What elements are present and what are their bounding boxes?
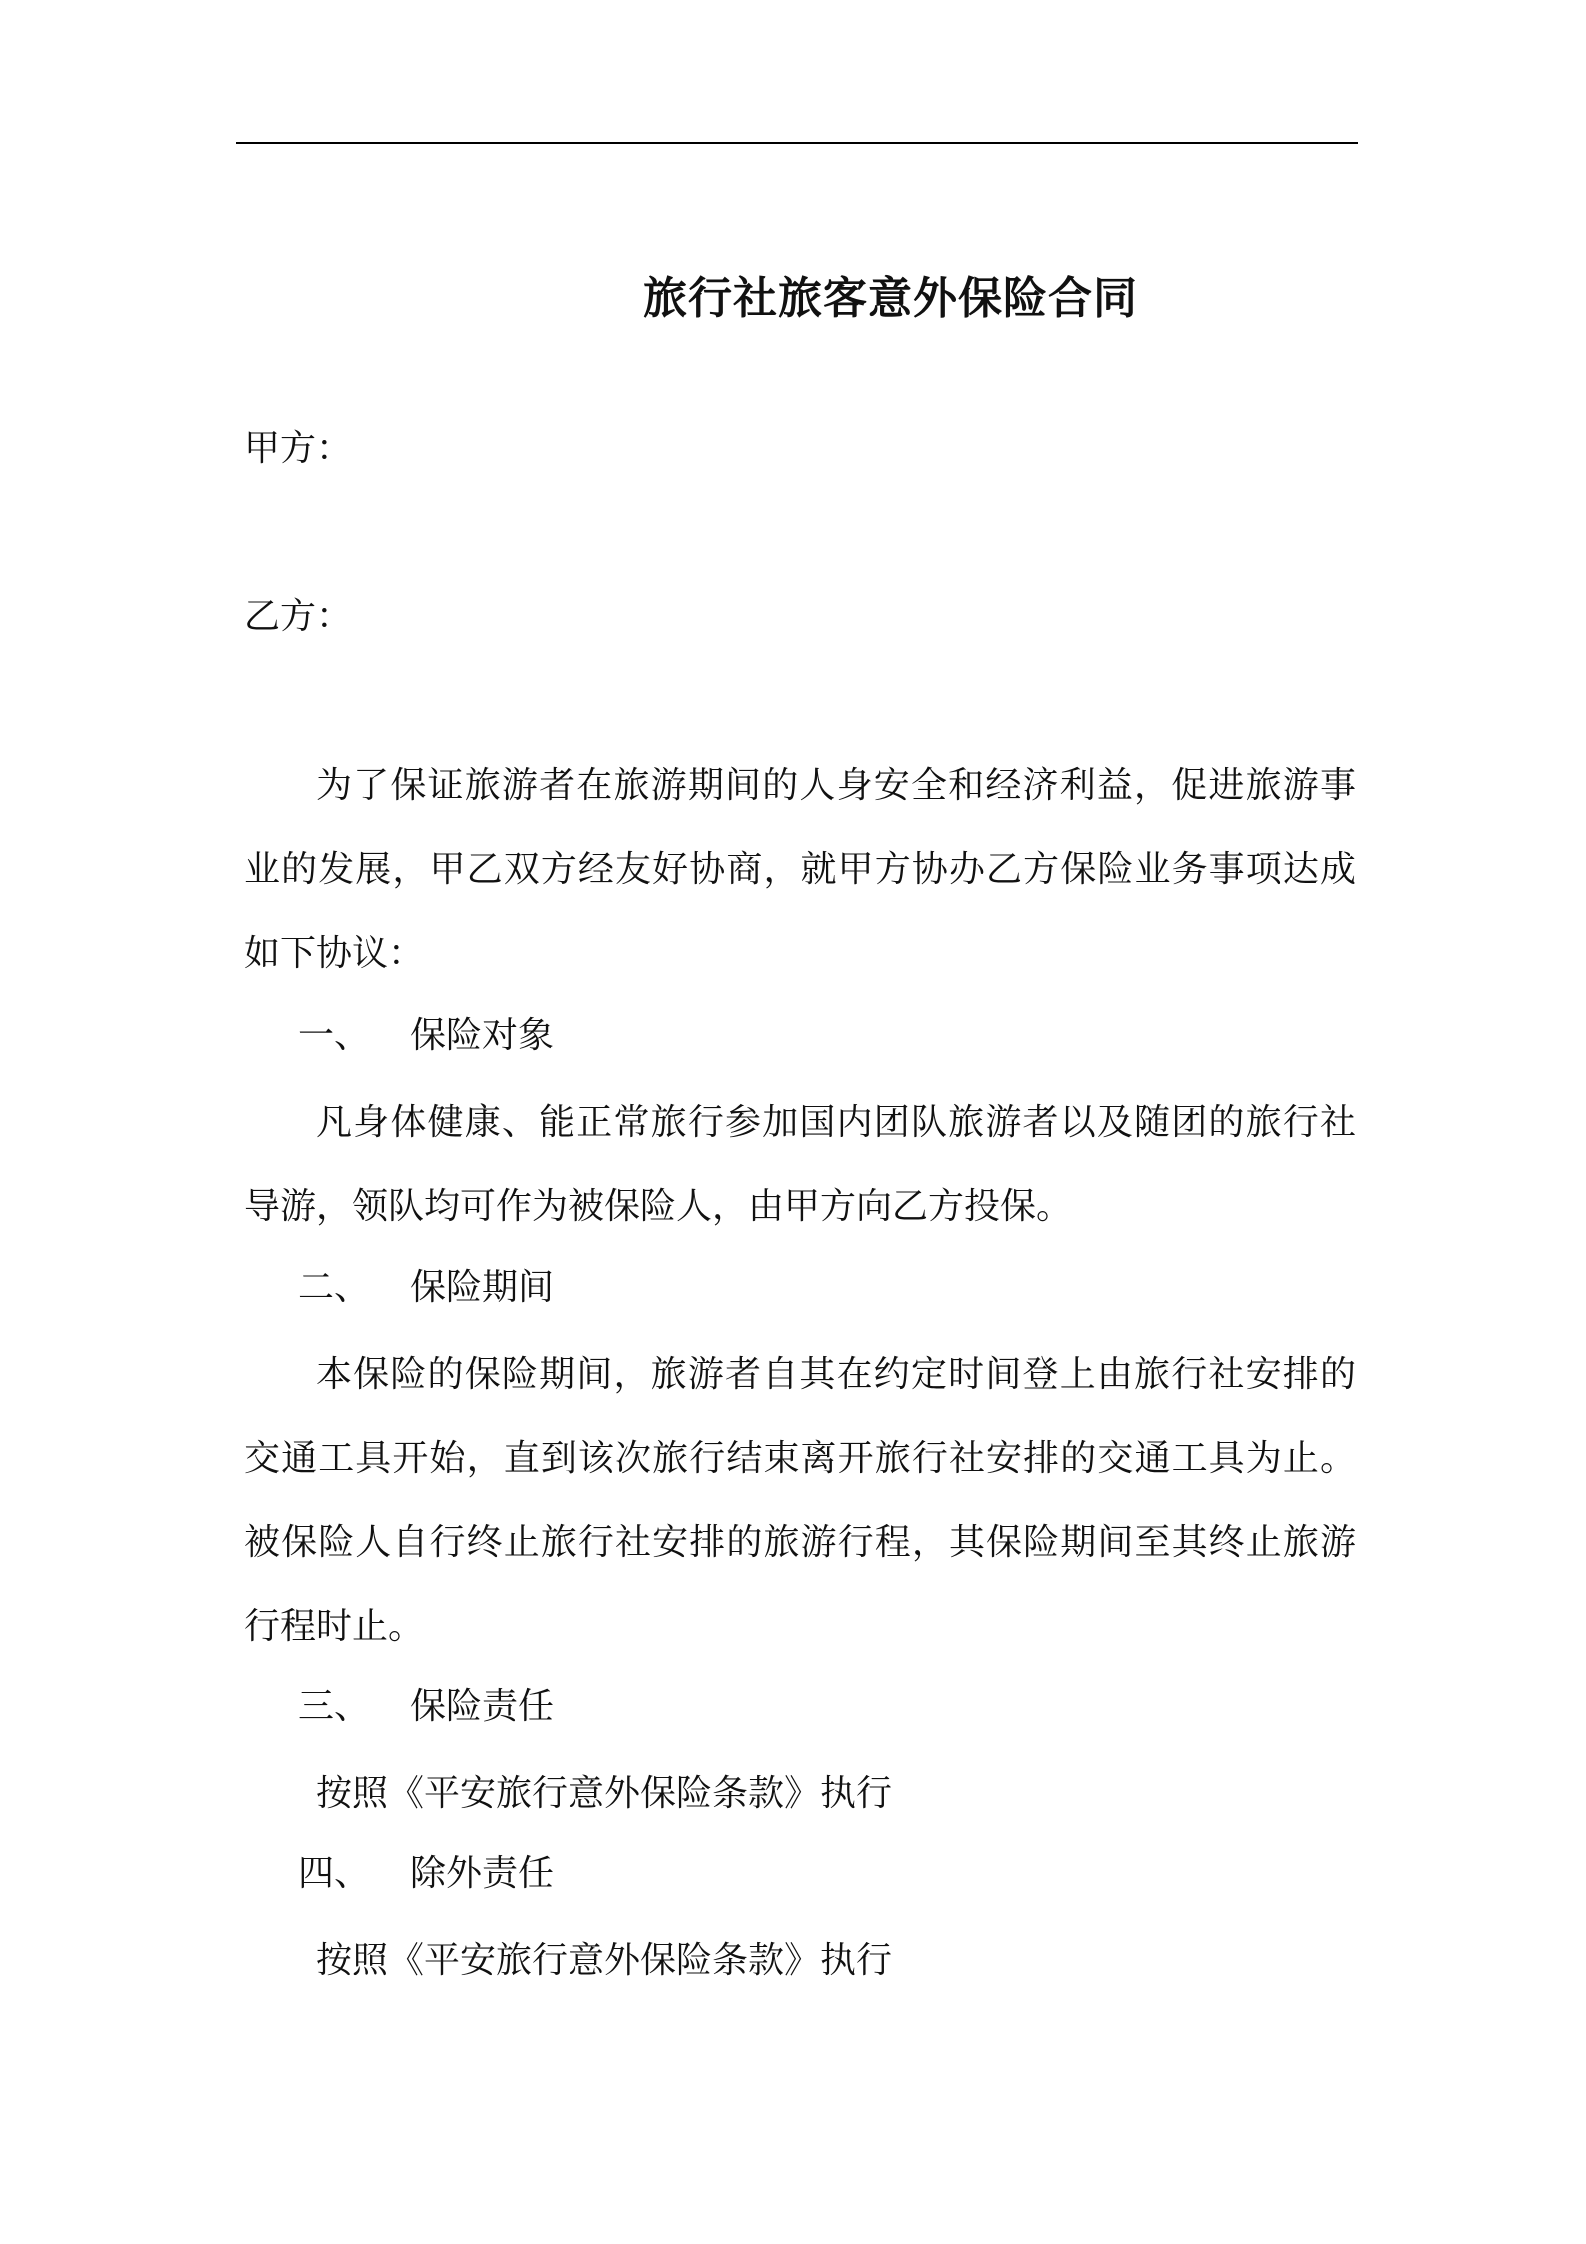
section-number: 三、 [298, 1686, 371, 1727]
section-heading-3 [298, 1678, 554, 1729]
section-body-3: 按照《平安旅行意外保险条款》执行 [316, 1773, 893, 1814]
section-body-4: 按照《平安旅行意外保险条款》执行 [316, 1940, 893, 1981]
section-title: 除外责任 [410, 1853, 555, 1894]
section-title: 保险期间 [410, 1267, 555, 1308]
section-heading-4 [298, 1845, 554, 1896]
section-number: 二、 [298, 1267, 371, 1308]
document-title: 旅行社旅客意外保险合同 [643, 273, 1138, 324]
section-body-2: 本保险的保险期间，旅游者自其在约定时间登上由旅行社安排的交通工具开始，直到该次旅行结束离开旅行社安排的交通工具为止。被保险人自行终止旅行社安排的旅游行程，其保险期间至其终止旅游行程时止。 [244, 1354, 1356, 1647]
party-a-label: 甲方： [244, 428, 353, 469]
section-heading-2 [298, 1259, 554, 1310]
section-heading-1 [298, 1007, 554, 1058]
header-rule [236, 142, 1358, 144]
section-number: 四、 [298, 1853, 371, 1894]
section-title: 保险对象 [410, 1015, 555, 1056]
section-title: 保险责任 [410, 1686, 555, 1727]
party-b-label: 乙方： [244, 596, 353, 637]
section-body-1: 凡身体健康、能正常旅行参加国内团队旅游者以及随团的旅行社导游，领队均可作为被保险人，由甲方向乙方投保。 [244, 1102, 1356, 1227]
intro-paragraph: 为了保证旅游者在旅游期间的人身安全和经济利益，促进旅游事业的发展，甲乙双方经友好协商，就甲方协办乙方保险业务事项达成如下协议： [244, 765, 1356, 974]
section-number: 一、 [298, 1015, 371, 1056]
